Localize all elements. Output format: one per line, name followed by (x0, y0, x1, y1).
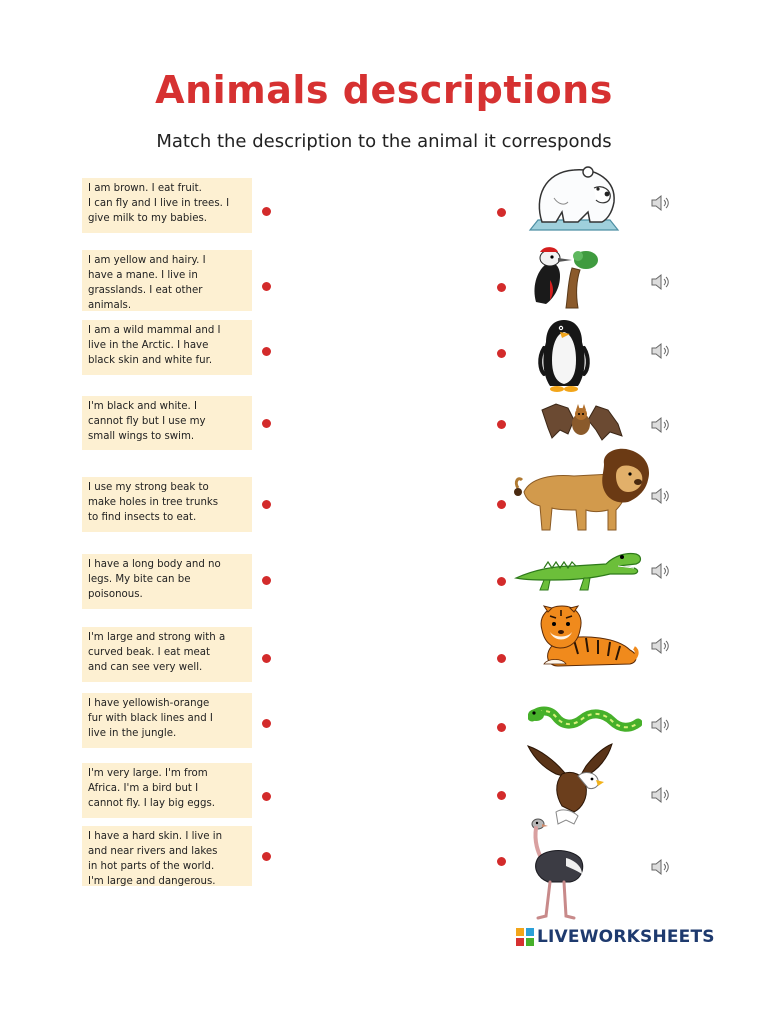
right-match-dot[interactable] (497, 791, 506, 800)
speaker-icon[interactable] (650, 562, 672, 580)
description-box: I have a long body and no legs. My bite can be poisonous. (82, 554, 252, 609)
speaker-icon[interactable] (650, 858, 672, 876)
speaker-icon[interactable] (650, 716, 672, 734)
right-match-dot[interactable] (497, 577, 506, 586)
left-match-dot[interactable] (262, 576, 271, 585)
speaker-icon[interactable] (650, 786, 672, 804)
description-box: I'm very large. I'm from Africa. I'm a bird but I cannot fly. I lay big eggs. (82, 763, 252, 818)
speaker-icon[interactable] (650, 637, 672, 655)
polar-bear-image[interactable] (524, 158, 624, 236)
ostrich-image[interactable] (526, 818, 586, 920)
right-match-dot[interactable] (497, 500, 506, 509)
left-match-dot[interactable] (262, 282, 271, 291)
left-match-dot[interactable] (262, 500, 271, 509)
description-box: I have a hard skin. I live in and near rivers and lakes in hot parts of the world. I'm large and dangerous. (82, 826, 252, 886)
left-match-dot[interactable] (262, 654, 271, 663)
right-match-dot[interactable] (497, 654, 506, 663)
speaker-icon[interactable] (650, 194, 672, 212)
speaker-icon[interactable] (650, 273, 672, 291)
penguin-image[interactable] (536, 318, 592, 394)
liveworksheets-logo-icon (516, 928, 534, 946)
right-match-dot[interactable] (497, 723, 506, 732)
description-box: I have yellowish-orange fur with black lines and I live in the jungle. (82, 693, 252, 748)
left-match-dot[interactable] (262, 419, 271, 428)
speaker-icon[interactable] (650, 416, 672, 434)
right-match-dot[interactable] (497, 283, 506, 292)
page-title: Animals descriptions (155, 68, 613, 112)
description-box: I am yellow and hairy. I have a mane. I live in grasslands. I eat other animals. (82, 250, 252, 311)
liveworksheets-logo[interactable] (516, 924, 715, 950)
woodpecker-image[interactable] (528, 246, 600, 310)
right-match-dot[interactable] (497, 349, 506, 358)
page-subtitle: Match the description to the animal it corresponds (156, 131, 612, 152)
description-box: I use my strong beak to make holes in tree trunks to find insects to eat. (82, 477, 252, 532)
snake-image[interactable] (528, 703, 642, 737)
left-match-dot[interactable] (262, 207, 271, 216)
crocodile-image[interactable] (514, 544, 644, 592)
left-match-dot[interactable] (262, 719, 271, 728)
description-box: I'm black and white. I cannot fly but I use my small wings to swim. (82, 396, 252, 450)
left-match-dot[interactable] (262, 792, 271, 801)
left-match-dot[interactable] (262, 852, 271, 861)
description-box: I'm large and strong with a curved beak. I eat meat and can see very well. (82, 627, 252, 682)
bat-image[interactable] (538, 400, 624, 448)
right-match-dot[interactable] (497, 208, 506, 217)
right-match-dot[interactable] (497, 420, 506, 429)
description-box: I am a wild mammal and I live in the Arctic. I have black skin and white fur. (82, 320, 252, 375)
right-match-dot[interactable] (497, 857, 506, 866)
speaker-icon[interactable] (650, 487, 672, 505)
left-match-dot[interactable] (262, 347, 271, 356)
speaker-icon[interactable] (650, 342, 672, 360)
eagle-image[interactable] (526, 740, 614, 828)
brand-name: LIVEWORKSHEETS (537, 927, 715, 947)
description-box: I am brown. I eat fruit. I can fly and I live in trees. I give milk to my babies. (82, 178, 252, 233)
tiger-image[interactable] (534, 604, 640, 672)
lion-image[interactable] (512, 448, 654, 534)
